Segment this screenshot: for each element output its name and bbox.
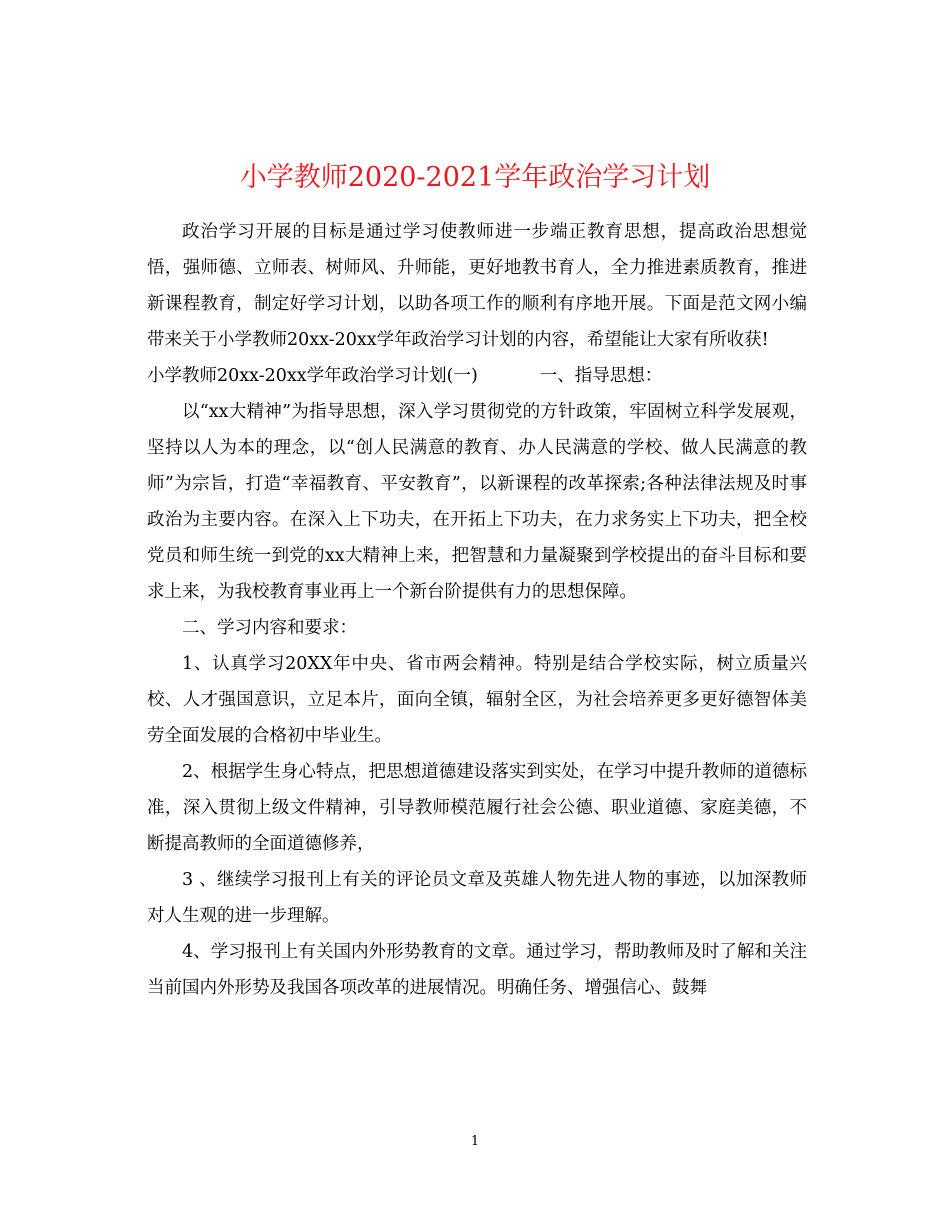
page-number: 1 xyxy=(470,1134,480,1149)
section-title-learning-content: 二、学习内容和要求： xyxy=(182,618,357,638)
part-heading-line xyxy=(147,358,807,394)
item-paragraph-2: 2、根据学生身心特点，把思想道德建设落实到实处，在学习中提升教师的道德标准，深入贯彻上级文件精神，引导教师模范履行社会公德、职业道德、家庭美德，不断提高教师的全面道德修养， xyxy=(147,762,807,854)
guiding-thought-paragraph: 以“xx大精神”为指导思想，深入学习贯彻党的方针政策，牢固树立科学发展观，坚持以人为本的理念，以“创人民满意的教育、办人民满意的学校、做人民满意的教师”为宗旨，打造“幸福教育、平安教育”，以新课程的改革探索;各种法律法规及时事政治为主要内容。在深入上下功夫，在开拓上下功夫，在力求务实上下功夫，把全校党员和师生统一到党的xx大精神上来，把智慧和力量凝聚到学校提出的奋斗目标和要求上来，为我校教育事业再上一个新台阶提供有力的思想保障。 xyxy=(147,402,807,602)
item-paragraph-3: 3 、继续学习报刊上有关的评论员文章及英雄人物先进人物的事迹，以加深教师对人生观的进一步理解。 xyxy=(147,870,807,926)
part-title: 小学教师20xx-20xx学年政治学习计划(一) xyxy=(147,366,478,386)
intro-paragraph: 政治学习开展的目标是通过学习使教师进一步端正教育思想，提高政治思想觉悟，强师德、立师表、树师风、升师能，更好地教书育人，全力推进素质教育，推进新课程教育，制定好学习计划，以助各项工作的顺利有序地开展。下面是范文网小编带来关于小学教师20xx-20xx学年政治学习计划的内容，希望能让大家有所收获! xyxy=(147,222,807,350)
document-body xyxy=(147,214,807,1006)
section-title-guiding-thought: 一、指导思想： xyxy=(539,366,663,386)
item-paragraph-1: 1、认真学习20XX年中央、省市两会精神。特别是结合学校实际，树立质量兴校、人才强国意识，立足本片，面向全镇，辐射全区，为社会培养更多更好德智体美劳全面发展的合格初中毕业生。 xyxy=(147,654,807,746)
document-title: 小学教师2020-2021学年政治学习计划 xyxy=(239,162,711,194)
item-paragraph-4: 4、学习报刊上有关国内外形势教育的文章。通过学习，帮助教师及时了解和关注当前国内外形势及我国各项改革的进展情况。明确任务、增强信心、鼓舞 xyxy=(147,942,807,998)
